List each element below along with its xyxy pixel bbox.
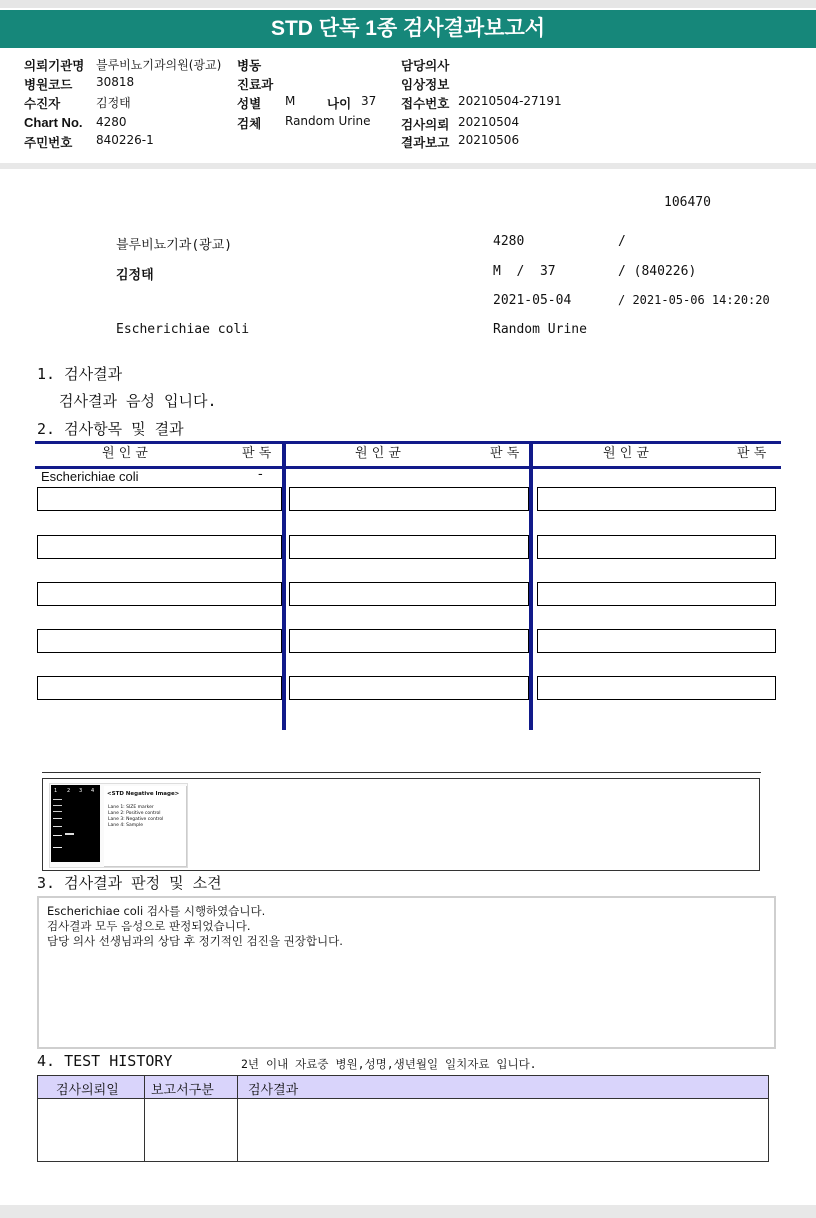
marker-band — [53, 826, 62, 827]
section3-title: 3. 검사결과 판정 및 소견 — [37, 874, 222, 892]
marker-band — [53, 805, 62, 806]
history-col-request-date: 검사의뢰일 — [56, 1083, 119, 1098]
result-slot — [37, 487, 282, 511]
summary-report-datetime: / 2021-05-06 14:20:20 — [618, 293, 770, 307]
patient-label: 수진자 — [24, 96, 61, 111]
ward-label: 병동 — [237, 58, 262, 73]
specimen-value: Random Urine — [285, 114, 371, 128]
col2-pathogen: 원 인 균 — [355, 446, 401, 461]
lane-label: 1 — [54, 788, 58, 794]
marker-band — [53, 799, 62, 800]
clinical-info-label: 임상정보 — [401, 77, 450, 92]
specimen-label: 검체 — [237, 116, 262, 131]
legend-line: Lane 4: Sample — [108, 823, 143, 828]
result-slot — [289, 487, 529, 511]
gel-legend — [104, 786, 187, 867]
header-divider — [0, 163, 816, 169]
top-strip — [0, 0, 816, 8]
sex-label: 성별 — [237, 96, 262, 111]
gel-top-rule — [42, 772, 761, 773]
history-col-report-type: 보고서구분 — [151, 1083, 214, 1098]
col3-judgement: 판 독 — [737, 446, 767, 461]
opinion-line: 담당 의사 선생님과의 상담 후 정기적인 검진을 권장합니다. — [47, 934, 343, 948]
lane-label: 2 — [67, 788, 71, 794]
result-slot — [537, 629, 776, 653]
section1-result: 검사결과 음성 입니다. — [59, 392, 217, 410]
result-slot — [537, 535, 776, 559]
positive-band — [65, 833, 74, 835]
request-label: 검사의뢰 — [401, 117, 450, 132]
legend-line: Lane 1: SIZE marker — [108, 805, 154, 810]
result-slot — [289, 582, 529, 606]
legend-line: Lane 3: Negative control — [108, 817, 164, 822]
summary-sex-age: M / 37 — [493, 264, 556, 279]
doctor-label: 담당의사 — [401, 58, 450, 73]
summary-birth: / (840226) — [618, 264, 697, 279]
result-slot — [37, 676, 282, 700]
history-table — [37, 1075, 769, 1162]
opinion-box — [37, 896, 776, 1049]
history-note: 2년 이내 자료중 병원,성명,생년월일 일치자료 입니다. — [241, 1057, 537, 1071]
hospital-code-value: 30818 — [96, 75, 135, 89]
gel-photo — [51, 785, 100, 862]
marker-band — [53, 811, 62, 812]
col1-judgement: 판 독 — [242, 446, 272, 461]
report-value: 20210506 — [458, 133, 520, 147]
opinion-line: 검사결과 모두 음성으로 판정되었습니다. — [47, 919, 251, 933]
legend-line: Lane 2: Positive control — [108, 811, 161, 816]
section2-title: 2. 검사항목 및 결과 — [37, 420, 184, 438]
col2-judgement: 판 독 — [490, 446, 520, 461]
summary-institution: 블루비뇨기과(광교) — [116, 238, 233, 253]
grid-divider-2 — [529, 441, 533, 730]
col1-pathogen: 원 인 균 — [102, 446, 148, 461]
summary-request-date: 2021-05-04 — [493, 293, 572, 308]
ssn-label: 주민번호 — [24, 135, 73, 150]
result-slot — [289, 535, 529, 559]
result-slot — [537, 487, 776, 511]
legend-title: <STD Negative Image> — [107, 791, 180, 797]
section1-title: 1. 검사결과 — [37, 365, 123, 383]
result-pathogen: Escherichiae coli — [41, 469, 139, 484]
grid-divider-1 — [282, 441, 286, 730]
result-slot — [289, 676, 529, 700]
chart-value: 4280 — [96, 115, 127, 129]
lane-label: 3 — [79, 788, 83, 794]
reception-value: 20210504-27191 — [458, 94, 562, 108]
patient-value: 김정태 — [96, 96, 131, 110]
sex-value: M — [285, 94, 296, 108]
institution-label: 의뢰기관명 — [24, 58, 85, 73]
report-title: STD 단독 1종 검사결과보고서 — [0, 10, 816, 48]
result-slot — [537, 676, 776, 700]
result-slot — [537, 582, 776, 606]
marker-band — [53, 835, 62, 836]
request-value: 20210504 — [458, 115, 520, 129]
reception-label: 접수번호 — [401, 96, 450, 111]
history-header — [38, 1076, 768, 1099]
history-col-divider — [237, 1076, 238, 1161]
department-label: 진료과 — [237, 77, 274, 92]
ssn-value: 840226-1 — [96, 133, 154, 147]
result-judgement: - — [258, 467, 263, 482]
opinion-line: Escherichiae coli 검사를 시행하였습니다. — [47, 904, 266, 918]
institution-value: 블루비뇨기과의원(광교) — [96, 58, 222, 72]
header-info — [0, 48, 816, 162]
bottom-strip — [0, 1205, 816, 1218]
summary-slash: / — [618, 234, 626, 249]
chart-label: Chart No. — [24, 115, 83, 130]
report-code: 106470 — [664, 195, 711, 210]
lane-label: 4 — [91, 788, 95, 794]
age-label: 나이 — [327, 96, 352, 111]
section4-title: 4. TEST HISTORY — [37, 1052, 173, 1070]
age-value: 37 — [361, 94, 377, 108]
result-slot — [289, 629, 529, 653]
history-col-divider — [144, 1076, 145, 1161]
result-slot — [37, 629, 282, 653]
marker-band — [53, 847, 62, 848]
col3-pathogen: 원 인 균 — [603, 446, 649, 461]
report-label: 결과보고 — [401, 135, 450, 150]
history-col-result: 검사결과 — [248, 1083, 299, 1098]
result-slot — [37, 582, 282, 606]
summary-specimen: Random Urine — [493, 322, 587, 337]
summary-chart: 4280 — [493, 234, 525, 249]
result-slot — [37, 535, 282, 559]
summary-patient: 김정태 — [116, 268, 154, 283]
hospital-code-label: 병원코드 — [24, 77, 73, 92]
marker-band — [53, 818, 62, 819]
summary-test: Escherichiae coli — [116, 322, 250, 337]
